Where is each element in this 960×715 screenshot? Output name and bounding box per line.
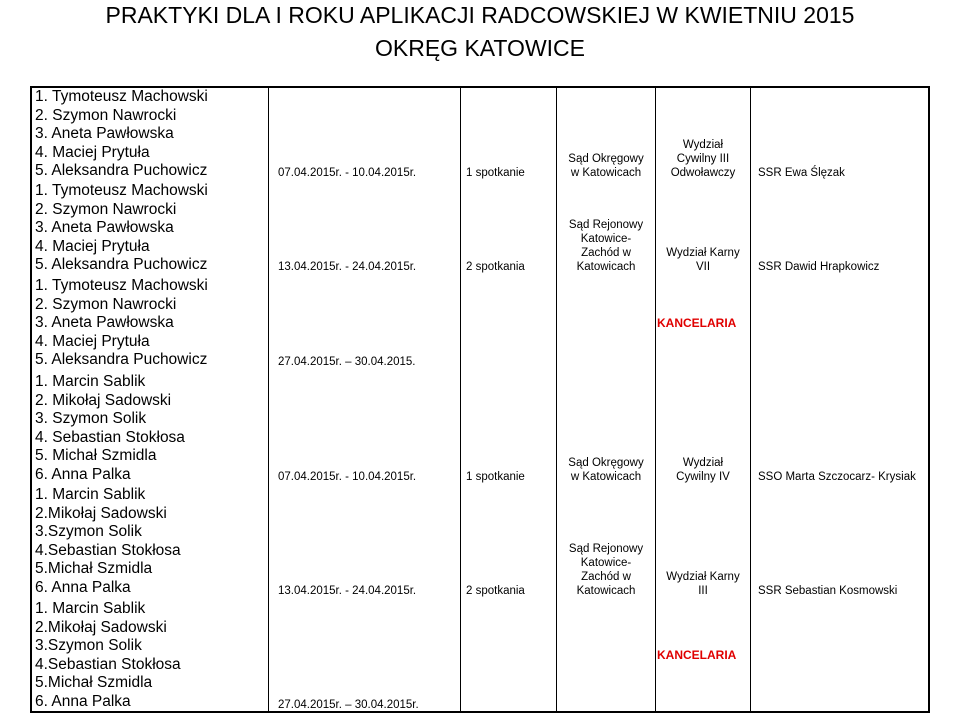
student-name: 1. Tymoteusz Machowski [35,88,208,105]
student-name: 5. Aleksandra Puchowicz [35,351,208,368]
student-name: 6. Anna Palka [35,692,131,710]
judge-name: SSO Marta Szczocarz- Krysiak [758,471,916,483]
student-list [35,486,181,597]
department-name: Wydział Cywilny IV [676,457,730,483]
student-name: 1. Tymoteusz Machowski [35,182,208,199]
student-name: 4. Maciej Prytuła [35,143,150,161]
office-label: KANCELARIA [657,316,737,330]
court-name: Sąd Rejonowy Katowice- Zachód w Katowicach [568,219,644,273]
student-name: 5. Michał Szmidla [35,447,157,464]
office-label: KANCELARIA [657,648,737,662]
student-list [35,373,185,484]
date-range: 27.04.2015r. – 30.04.2015. [278,356,416,368]
student-list [35,600,181,711]
date-range: 13.04.2015r. - 24.04.2015r. [278,261,417,273]
student-name: 4. Maciej Prytuła [35,237,150,255]
judge-name: SSR Ewa Ślęzak [758,167,845,179]
date-range: 13.04.2015r. - 24.04.2015r. [278,585,417,597]
student-name: 1. Tymoteusz Machowski [35,277,208,294]
student-name: 2. Mikołaj Sadowski [35,391,172,409]
student-name: 3. Szymon Solik [35,410,147,427]
student-name: 5.Michał Szmidla [35,674,153,691]
page-title: PRAKTYKI DLA I ROKU APLIKACJI RADCOWSKIEJ W KWIETNIU 2015 [105,2,855,28]
student-name: 6. Anna Palka [35,465,131,483]
judge-name: SSR Dawid Hrapkowicz [758,261,880,273]
table-border-right [928,86,930,713]
student-name: 2. Szymon Nawrocki [35,200,177,218]
date-range: 27.04.2015r. – 30.04.2015r. [278,699,419,711]
student-name: 4. Sebastian Stokłosa [35,428,185,446]
student-name: 1. Marcin Sablik [35,486,146,503]
column-divider [460,86,461,713]
student-name: 2. Szymon Nawrocki [35,106,177,124]
department-name: Wydział Cywilny III Odwoławczy [670,139,736,179]
schedule-table [30,86,930,713]
student-name: 5. Aleksandra Puchowicz [35,162,208,179]
student-name: 3. Aneta Pawłowska [35,219,174,236]
page-subtitle: OKRĘG KATOWICE [374,35,585,61]
student-name: 5. Aleksandra Puchowicz [35,256,208,273]
meetings-count: 1 spotkanie [466,471,525,483]
column-divider [750,86,751,713]
student-name: 6. Anna Palka [35,578,131,596]
student-name: 3. Aneta Pawłowska [35,125,174,142]
student-name: 4.Sebastian Stokłosa [35,541,181,559]
department-name: Wydział Karny III [666,571,740,597]
student-name: 1. Marcin Sablik [35,600,146,617]
student-name: 1. Marcin Sablik [35,373,146,390]
student-name: 2. Szymon Nawrocki [35,295,177,313]
meetings-count: 2 spotkania [466,585,525,597]
student-name: 2.Mikołaj Sadowski [35,504,167,522]
date-range: 07.04.2015r. - 10.04.2015r. [278,167,417,179]
meetings-count: 2 spotkania [466,261,525,273]
student-name: 5.Michał Szmidla [35,560,153,577]
student-name: 3. Aneta Pawłowska [35,314,174,331]
column-divider [655,86,656,713]
table-border-bottom [30,711,930,713]
column-divider [556,86,557,713]
student-name: 3.Szymon Solik [35,637,142,654]
student-name: 4.Sebastian Stokłosa [35,655,181,673]
student-name: 4. Maciej Prytuła [35,332,150,350]
court-name: Sąd Okręgowy w Katowicach [568,153,644,179]
meetings-count: 1 spotkanie [466,167,525,179]
court-name: Sąd Okręgowy w Katowicach [568,457,644,483]
student-list [35,277,208,370]
column-divider [268,86,269,713]
student-name: 2.Mikołaj Sadowski [35,618,167,636]
student-name: 3.Szymon Solik [35,523,142,540]
student-list [35,182,208,275]
court-name: Sąd Rejonowy Katowice- Zachód w Katowicach [568,543,644,597]
judge-name: SSR Sebastian Kosmowski [758,585,898,597]
student-list [35,88,208,181]
table-border-left [30,86,32,713]
department-name: Wydział Karny VII [666,247,740,273]
date-range: 07.04.2015r. - 10.04.2015r. [278,471,417,483]
